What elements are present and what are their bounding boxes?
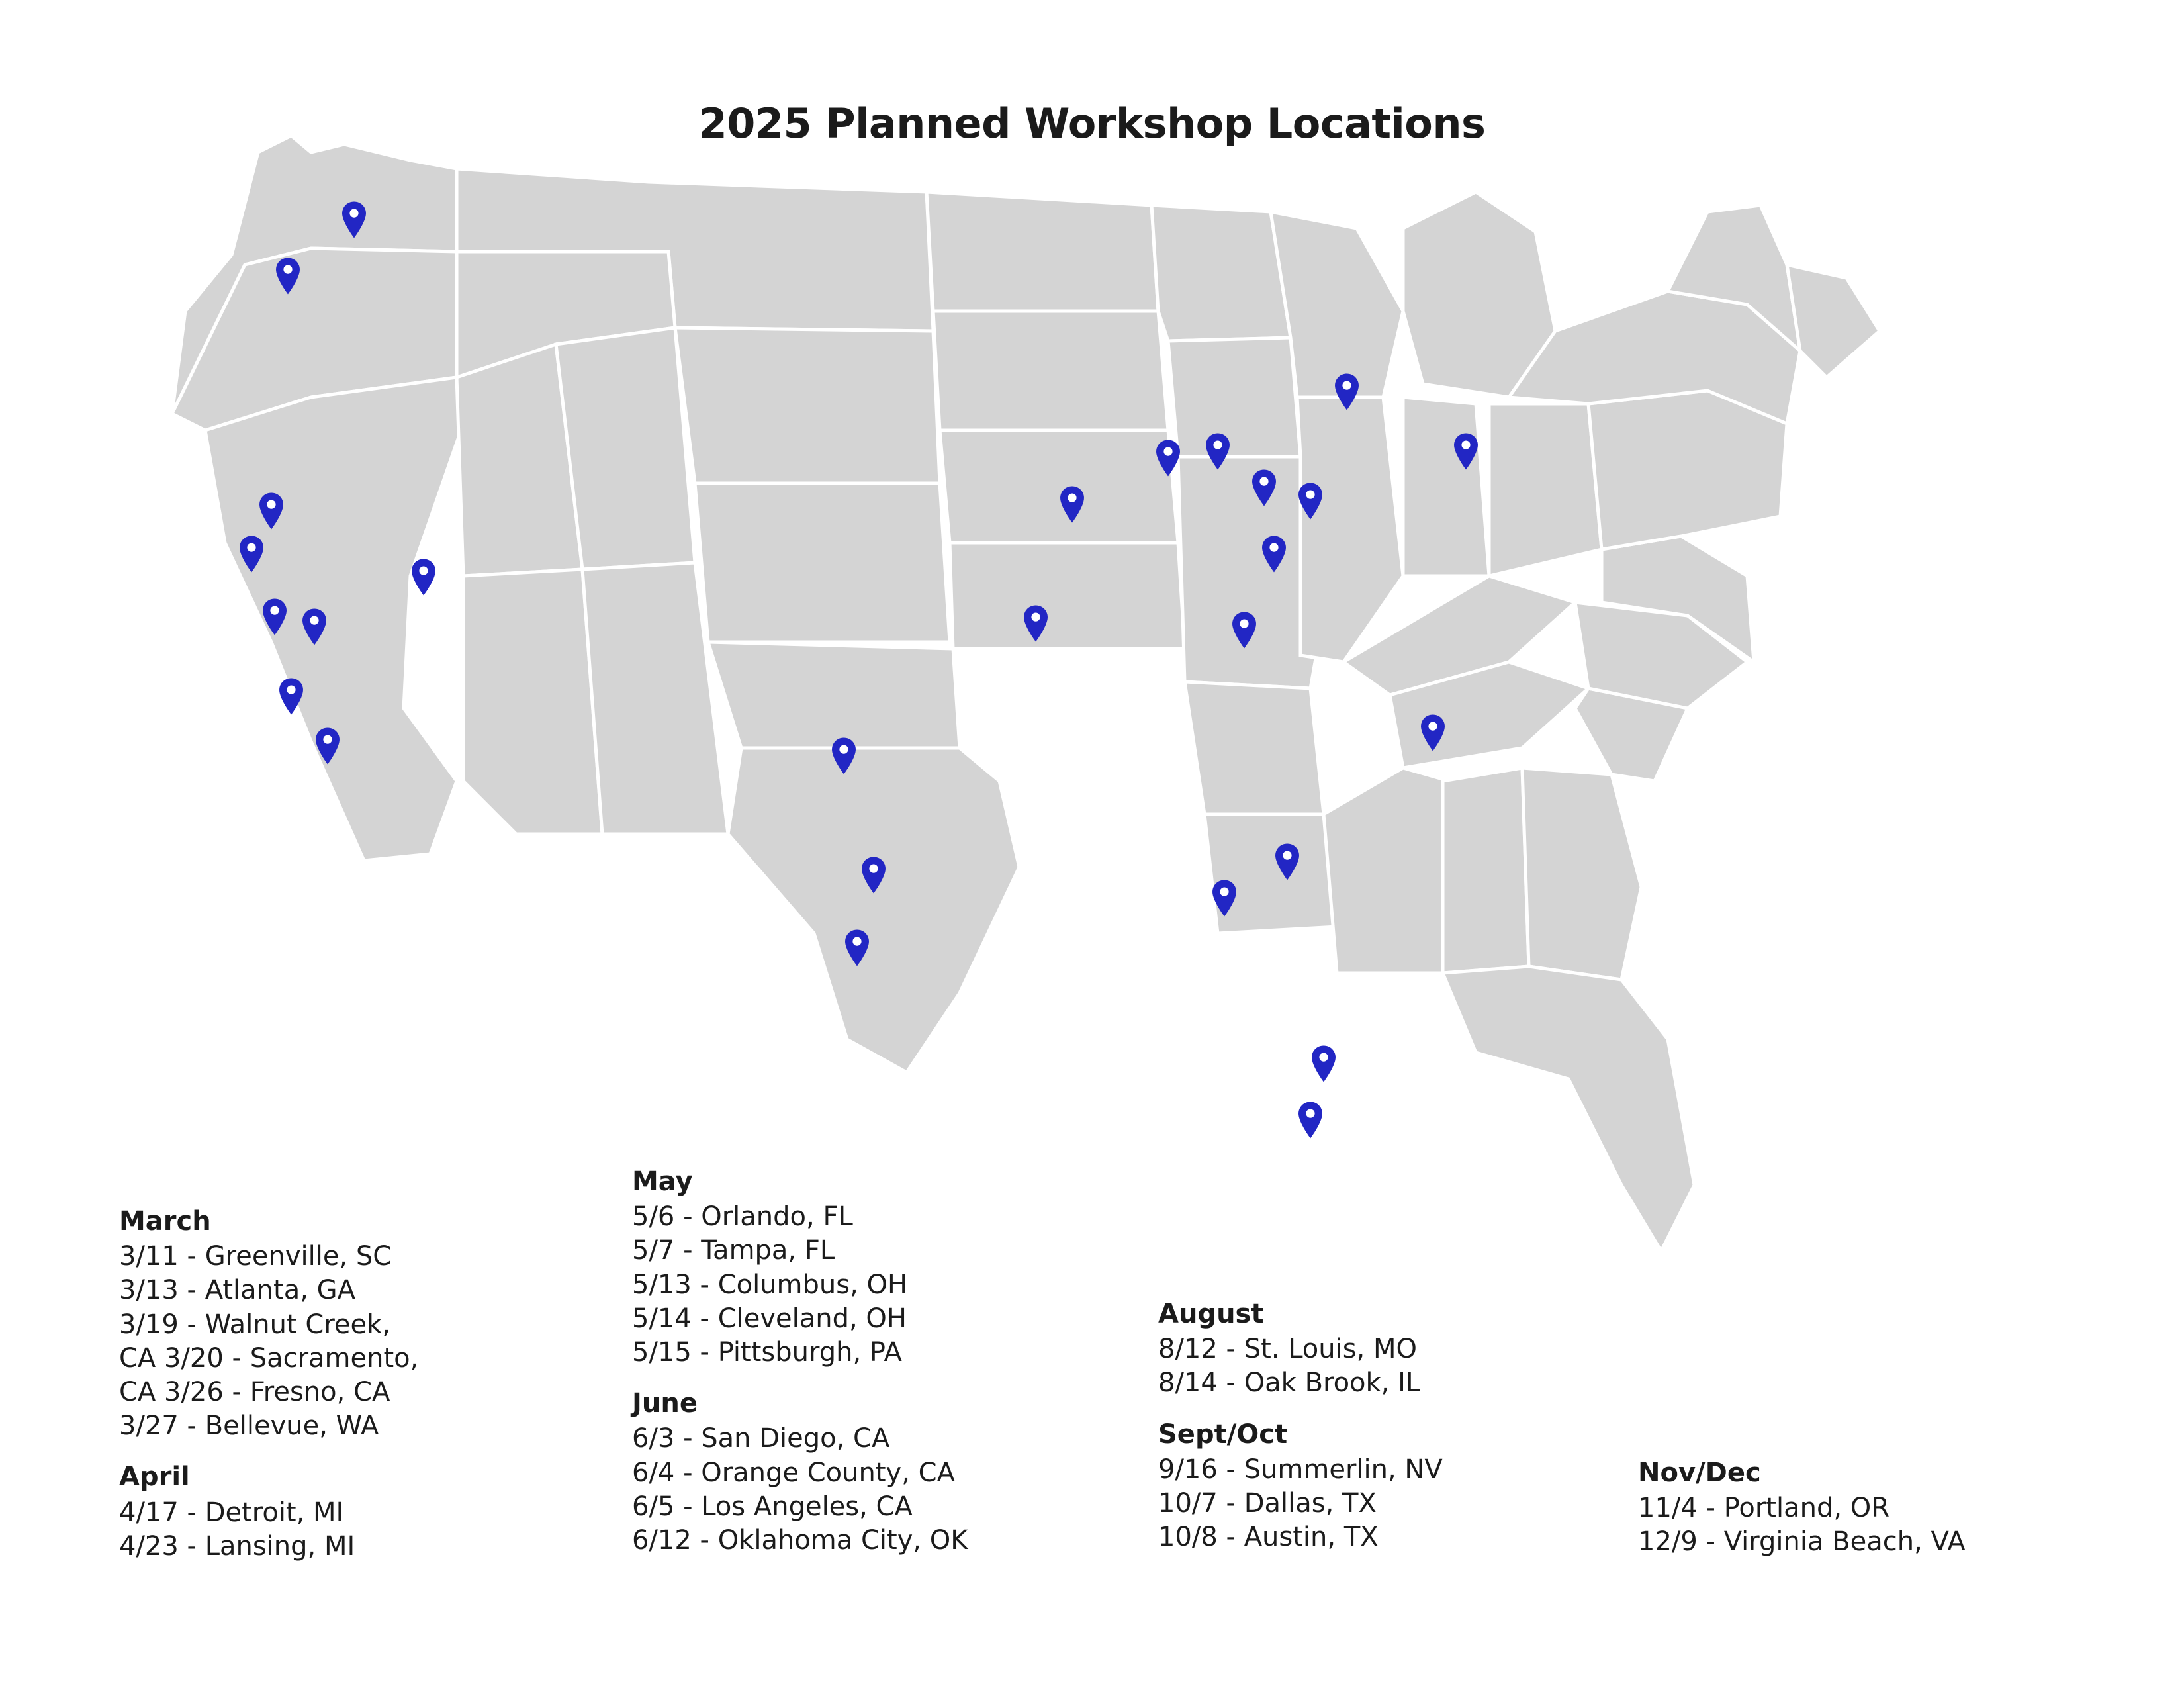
map-pin-marker[interactable] [257, 491, 286, 531]
location-pin-icon [1418, 713, 1447, 753]
location-pin-icon [273, 256, 302, 296]
legend-group [1158, 1418, 1529, 1555]
legend-entry: 10/8 - Austin, TX [1158, 1522, 1379, 1553]
location-pin-icon [313, 726, 342, 766]
location-pin-icon [237, 534, 266, 574]
location-pin-icon [1230, 610, 1259, 650]
legend-column-may [632, 1165, 1056, 1575]
location-pin-icon [1296, 481, 1325, 521]
legend-entry: 5/15 - Pittsburgh, PA [632, 1336, 902, 1368]
legend-entry: CA 3/20 - Sacramento, [119, 1342, 419, 1374]
location-pin-icon [829, 736, 858, 776]
location-pin-icon [859, 855, 888, 895]
legend-entry: 4/23 - Lansing, MI [119, 1530, 355, 1562]
map-pin-marker[interactable] [1021, 604, 1050, 643]
location-pin-icon [842, 928, 872, 968]
location-pin-icon [1273, 842, 1302, 882]
legend-group [119, 1460, 529, 1564]
legend-entry: 3/27 - Bellevue, WA [119, 1411, 379, 1442]
location-pin-icon [1210, 878, 1239, 918]
map-pin-marker[interactable] [1230, 610, 1259, 650]
legend-group-heading: August [1158, 1299, 1264, 1329]
legend-group-heading: May [632, 1166, 693, 1197]
legend-entry: 9/16 - Summerlin, NV [1158, 1454, 1443, 1485]
location-pin-icon [1021, 604, 1050, 643]
map-pin-marker[interactable] [1273, 842, 1302, 882]
map-pin-marker[interactable] [300, 607, 329, 647]
location-pin-icon [257, 491, 286, 531]
legend-entry: 5/7 - Tampa, FL [632, 1235, 835, 1266]
legend-group-heading: April [119, 1462, 190, 1493]
location-pin-icon [1058, 485, 1087, 524]
legend-group [632, 1165, 1056, 1370]
map-landmass [172, 136, 1880, 1251]
map-pin-marker[interactable] [277, 677, 306, 716]
map-pin-marker[interactable] [1154, 438, 1183, 478]
location-pin-icon [277, 677, 306, 716]
location-pin-icon [409, 557, 438, 597]
legend-entry: 4/17 - Detroit, MI [119, 1497, 344, 1528]
legend-group [119, 1205, 529, 1443]
legend-entry: 5/13 - Columbus, OH [632, 1269, 908, 1300]
legend-entry: 3/19 - Walnut Creek, [119, 1309, 390, 1340]
legend-column-march [119, 1205, 529, 1581]
location-pin-icon [1259, 534, 1289, 574]
legend-column-aug [1158, 1297, 1529, 1571]
map-pin-marker[interactable] [1203, 432, 1232, 471]
legend-entry: 3/13 - Atlanta, GA [119, 1275, 355, 1306]
legend-entry: 10/7 - Dallas, TX [1158, 1487, 1377, 1519]
map-pin-marker[interactable] [1259, 534, 1289, 574]
map-pin-marker[interactable] [1058, 485, 1087, 524]
map-pin-marker[interactable] [842, 928, 872, 968]
legend-entry: 6/12 - Oklahoma City, OK [632, 1524, 968, 1556]
map-pin-marker[interactable] [260, 597, 289, 637]
location-pin-icon [1309, 1044, 1338, 1084]
legend-entry: 8/14 - Oak Brook, IL [1158, 1368, 1421, 1399]
map-pin-marker[interactable] [1250, 468, 1279, 508]
map-pin-marker[interactable] [273, 256, 302, 296]
legend-entry: 8/12 - St. Louis, MO [1158, 1334, 1417, 1365]
legend-entry: 5/14 - Cleveland, OH [632, 1303, 907, 1334]
legend-entry: CA 3/26 - Fresno, CA [119, 1376, 390, 1407]
legend-group-heading: Nov/Dec [1638, 1458, 1761, 1488]
legend-entry: 6/4 - Orange County, CA [632, 1457, 955, 1488]
map-pin-marker[interactable] [340, 200, 369, 240]
location-pin-icon [300, 607, 329, 647]
map-pin-marker[interactable] [1309, 1044, 1338, 1084]
legend-group-heading: Sept/Oct [1158, 1419, 1288, 1450]
legend-group-heading: June [632, 1388, 698, 1419]
legend-entry: 11/4 - Portland, OR [1638, 1493, 1890, 1524]
location-pin-icon [1203, 432, 1232, 471]
map-pin-marker[interactable] [859, 855, 888, 895]
legend-entry: 5/6 - Orlando, FL [632, 1201, 853, 1233]
map-pin-marker[interactable] [1210, 878, 1239, 918]
location-pin-icon [340, 200, 369, 240]
legend-group [1158, 1297, 1529, 1401]
location-pin-icon [260, 597, 289, 637]
legend-group-heading: March [119, 1206, 211, 1237]
location-pin-icon [1154, 438, 1183, 478]
map-pin-marker[interactable] [1451, 432, 1480, 471]
legend-group [632, 1387, 1056, 1558]
map-pin-marker[interactable] [1332, 372, 1361, 412]
map-pin-marker[interactable] [313, 726, 342, 766]
map-pin-marker[interactable] [829, 736, 858, 776]
map-pin-marker[interactable] [237, 534, 266, 574]
map-pin-marker[interactable] [1296, 481, 1325, 521]
legend-entry: 12/9 - Virginia Beach, VA [1638, 1526, 1966, 1558]
legend-group [1638, 1456, 2068, 1560]
legend-column-nov [1638, 1456, 2068, 1577]
legend-entry: 6/3 - San Diego, CA [632, 1423, 890, 1454]
legend-entry: 6/5 - Los Angeles, CA [632, 1491, 913, 1522]
workshop-schedule-legend [0, 1125, 2184, 1688]
page-title: 2025 Planned Workshop Locations [698, 99, 1486, 148]
map-pin-marker[interactable] [1418, 713, 1447, 753]
location-pin-icon [1250, 468, 1279, 508]
location-pin-icon [1332, 372, 1361, 412]
legend-entry: 3/11 - Greenville, SC [119, 1241, 392, 1272]
location-pin-icon [1451, 432, 1480, 471]
map-pin-marker[interactable] [409, 557, 438, 597]
